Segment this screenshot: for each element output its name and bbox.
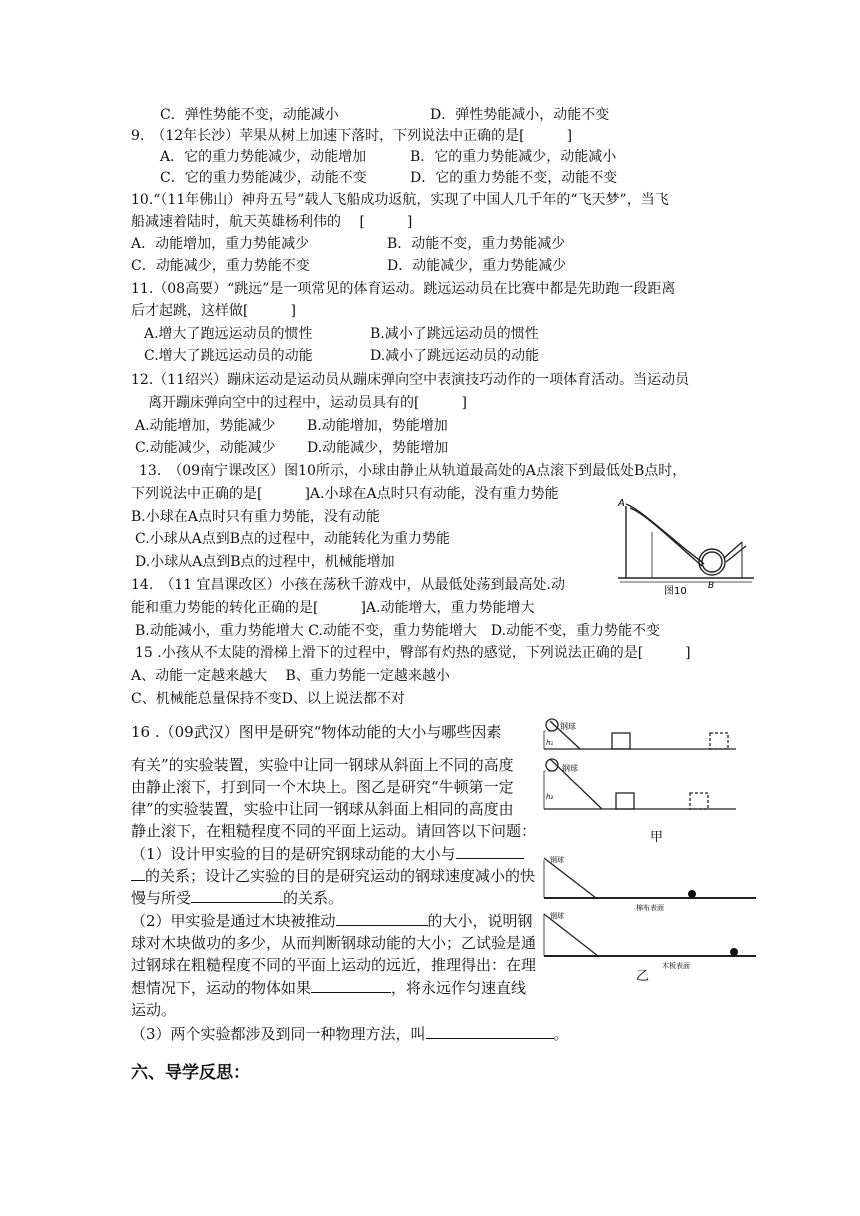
question-11: 11.（08高要）“跳远”是一项常见的体育运动。跳远运动员在比赛中都是先助跑一段距离 (131, 281, 676, 297)
option-c: C．它的重力势能减少，动能不变 (160, 170, 367, 186)
section-heading: 六、导学反思： (131, 1063, 250, 1083)
q11-options-cd (144, 346, 540, 366)
ball-stop-2 (730, 948, 738, 956)
q16-part1-end-b: 的关系。 (283, 889, 344, 907)
question-13: 13. （09南宁课改区）图10所示，小球由静止从轨道最高处的A点滚下到最低处B点时， (139, 463, 687, 479)
question-14: 14. （11 宜昌课改区）小孩在荡秋千游戏中，从最低处荡到最高处.动 (131, 577, 565, 593)
ball-label-2: 钢球 (550, 912, 564, 920)
ball-label-1: 钢球 (560, 722, 576, 731)
question-12: 12.（11绍兴）蹦床运动是运动员从蹦床弹向空中表演技巧动作的一项体育活动。当运动员 (131, 372, 690, 388)
answer-blank-3[interactable] (336, 911, 428, 926)
option-b: B．它的重力势能减少，动能减小 (410, 149, 617, 165)
q11-options-ab (144, 324, 539, 344)
block-2-moved (690, 793, 708, 809)
block-1-moved (710, 733, 728, 749)
q16-part2-text-1: 球对木块做功的多少，从而判断钢球动能的大小；乙试验是通 (131, 934, 537, 952)
q16-part3-a: （3）两个实验都涉及到同一种物理方法，叫 (131, 1025, 426, 1043)
figure-jia (540, 715, 736, 845)
q16-part3-b: 。 (553, 1025, 569, 1043)
option-d: D.动能减少，势能增加 (307, 440, 449, 456)
q12-options-ab (135, 416, 448, 436)
q16-part2-b: 的大小，说明钢 (427, 912, 533, 930)
question-10: 10.“（11年佛山）神舟五号”载人飞船成功返航，实现了中国人几千年的“飞天梦”，当飞 (131, 192, 669, 208)
q10-options-ab (131, 234, 566, 254)
option-a: A．它的重力势能减少，动能增加 (160, 149, 367, 165)
q16-part1-text: （1）设计甲实验的目的是研究钢球动能的大小与 (131, 845, 456, 863)
answer-blank-2[interactable] (191, 888, 283, 903)
option-d: D．它的重力势能不变，动能不变 (410, 170, 618, 186)
option-d: D．动能减少，重力势能减少 (387, 258, 567, 274)
figure-10 (612, 492, 762, 598)
q14-options-bcd: B.动能减小，重力势能增大 C.动能不变，重力势能增大 D.动能不变，重力势能不变 (135, 623, 661, 639)
q16-part2-end (131, 978, 526, 998)
q16-text-4: 静止滚下，在粗糙程度不同的平面上运动。请回答以下问题： (131, 822, 537, 840)
q15-options-ab: A、动能一定越来越大 B、重力势能一定越来越小 (131, 668, 450, 684)
q13-option-c: C.小球从A点到B点的过程中，动能转化为重力势能 (135, 531, 451, 547)
q16-part1-end (131, 888, 343, 908)
question-11-cont: 后才起跳，这样做[ ] (131, 303, 296, 319)
q10-options-cd (131, 256, 567, 276)
figure-yi-caption: 乙 (636, 969, 650, 982)
question-15: 15 .小孩从不太陡的滑梯上滑下的过程中，臀部有灼热的感觉，下列说法正确的是[ ] (135, 645, 691, 661)
answer-blank-4[interactable] (311, 978, 391, 993)
option-b: B．动能不变，重力势能减少 (387, 236, 566, 252)
q16-part3 (131, 1024, 569, 1044)
point-a-label: A (618, 498, 625, 509)
answer-blank-1[interactable] (456, 844, 524, 859)
q16-part2-text-2: 过钢球在粗糙程度不同的平面上运动的远近，推理得出：在理 (131, 956, 537, 974)
track-exit (724, 542, 746, 562)
option-d: D.减小了跳远运动员的动能 (370, 348, 540, 364)
option-b: B.减小了跳远运动员的惯性 (370, 326, 539, 342)
ball-label-2: 钢球 (562, 764, 578, 773)
track-loop-inner (702, 552, 722, 572)
option-c: C．动能减少，重力势能不变 (131, 258, 310, 274)
option-c: C．弹性势能不变，动能减小 (160, 107, 339, 123)
ramp-2 (544, 914, 598, 956)
height-label-2: h₂ (546, 793, 554, 801)
figure-yi (540, 852, 760, 982)
q9-options-ab (160, 147, 617, 167)
ball-1 (546, 719, 558, 731)
q16-part1-cont (131, 866, 535, 886)
q16-part1-cont-text: 的关系；设计乙实验的目的是研究运动的钢球速度减小的快 (145, 867, 536, 885)
q12-options-cd (135, 438, 449, 458)
question-14-cont: 能和重力势能的转化正确的是[ ]A.动能增大，重力势能增大 (131, 600, 535, 616)
ramp-1 (544, 858, 596, 898)
q16-part2-last: 运动。 (131, 1001, 177, 1019)
question-16: 16 .（09武汉）图甲是研究“物体动能的大小与哪些因素 (131, 723, 502, 741)
question-12-cont: 离开蹦床弹向空中的过程中，运动员具有的[ ] (148, 395, 467, 411)
option-b: B.动能增加，势能增加 (307, 418, 448, 434)
q16-part2 (131, 911, 533, 931)
block-2 (616, 793, 634, 809)
option-d: D．弹性势能减小，动能不变 (430, 107, 610, 123)
option-c: C.增大了跳远运动员的动能 (144, 348, 313, 364)
q9-options-cd (160, 168, 618, 188)
figure-jia-caption: 甲 (650, 830, 664, 845)
surface-label-2: 木板表面 (662, 962, 690, 970)
q16-text-3: 律”的实验装置，实验中让同一钢球从斜面上相同的高度由 (131, 800, 514, 818)
answer-blank-5[interactable] (426, 1024, 554, 1039)
q16-part1-end-a: 慢与所受 (131, 889, 192, 907)
q13-option-b: B.小球在A点时只有重力势能，没有动能 (131, 509, 380, 525)
question-9: 9. （12年长沙）苹果从树上加速下落时，下列说法中正确的是[ ] (131, 128, 573, 144)
option-a: A.动能增加，势能减少 (135, 418, 276, 434)
block-1 (612, 733, 630, 749)
q16-part2-a: （2）甲实验是通过木块被推动 (131, 912, 336, 930)
answer-blank-1-cont[interactable] (131, 866, 145, 881)
q15-options-cd: C、机械能总量保持不变D、以上说法都不对 (131, 691, 405, 707)
q16-part2-end-a: 想情况下，运动的物体如果 (131, 979, 312, 997)
point-b-label: B (708, 581, 715, 591)
option-a: A．动能增加，重力势能减少 (131, 236, 310, 252)
figure-10-caption: 图10 (664, 586, 687, 597)
ball-stop-1 (688, 890, 696, 898)
q8-options-cd (160, 105, 610, 125)
q13-option-d: D.小球从A点到B点的过程中，机械能增加 (135, 554, 395, 570)
track-lower (630, 508, 702, 566)
ball-label-1: 钢球 (550, 856, 564, 864)
height-label-1: h₁ (546, 739, 554, 747)
q16-text-2: 由静止滚下，打到同一个木块上。图乙是研究“牛顿第一定 (131, 778, 514, 796)
q16-part1 (131, 844, 524, 864)
option-c: C.动能减少，动能减少 (135, 440, 276, 456)
q16-part2-end-b: ，将永远作匀速直线 (391, 979, 527, 997)
surface-label-1: 棉布表面 (636, 904, 664, 912)
question-10-cont: 船减速着陆时，航天英雄杨利伟的 [ ] (131, 214, 413, 230)
question-13-cont: 下列说法中正确的是[ ]A.小球在A点时只有动能，没有重力势能 (131, 486, 559, 502)
option-a: A.增大了跑远运动员的惯性 (144, 326, 313, 342)
q16-text-1: 有关”的实验装置，实验中让同一钢球从斜面上不同的高度 (131, 756, 514, 774)
